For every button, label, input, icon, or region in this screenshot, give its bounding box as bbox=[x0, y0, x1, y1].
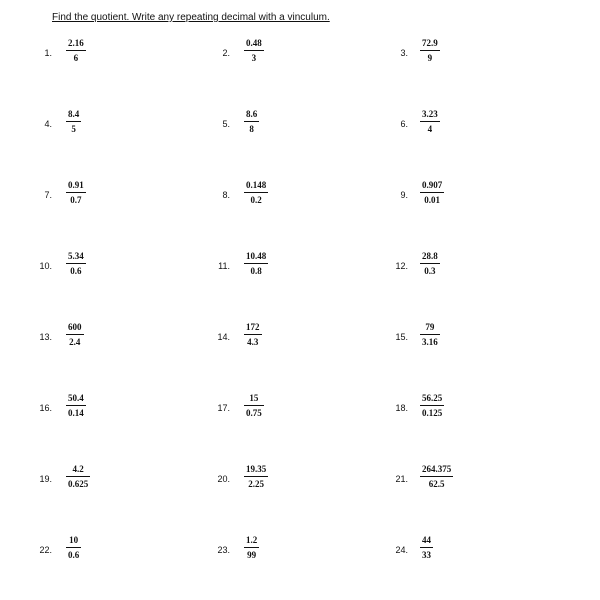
fraction-bar bbox=[420, 192, 444, 193]
problem-number: 23. bbox=[217, 545, 230, 555]
denominator: 0.125 bbox=[422, 408, 443, 418]
denominator: 2.25 bbox=[248, 479, 264, 489]
fraction bbox=[420, 535, 433, 561]
problem-number: 14. bbox=[217, 332, 230, 342]
problem-number: 5. bbox=[222, 119, 230, 129]
numerator: 44 bbox=[422, 535, 431, 545]
numerator: 10.48 bbox=[246, 251, 267, 261]
numerator: 4.2 bbox=[72, 464, 84, 474]
denominator: 0.3 bbox=[424, 266, 436, 276]
denominator: 0.6 bbox=[70, 266, 82, 276]
numerator: 50.4 bbox=[68, 393, 84, 403]
denominator: 8 bbox=[249, 124, 254, 134]
numerator: 1.2 bbox=[246, 535, 258, 545]
denominator: 3 bbox=[251, 53, 257, 63]
problem-number: 24. bbox=[395, 545, 408, 555]
problem-number: 4. bbox=[44, 119, 52, 129]
numerator: 172 bbox=[246, 322, 260, 332]
numerator: 2.16 bbox=[68, 38, 84, 48]
problem-number: 7. bbox=[44, 190, 52, 200]
fraction-bar bbox=[420, 334, 440, 335]
fraction bbox=[420, 251, 440, 277]
fraction-bar bbox=[420, 405, 444, 406]
numerator: 3.23 bbox=[422, 109, 438, 119]
denominator: 4 bbox=[427, 124, 433, 134]
problem-item bbox=[0, 251, 600, 291]
problem-number: 13. bbox=[39, 332, 52, 342]
problem-number: 6. bbox=[400, 119, 408, 129]
fraction-bar bbox=[420, 50, 440, 51]
numerator: 8.6 bbox=[246, 109, 258, 119]
numerator: 19.35 bbox=[246, 464, 267, 474]
problem-item bbox=[0, 535, 600, 575]
denominator: 62.5 bbox=[428, 479, 445, 489]
denominator: 2.4 bbox=[69, 337, 81, 347]
problem-item bbox=[0, 322, 600, 362]
denominator: 0.2 bbox=[250, 195, 262, 205]
problem-number: 22. bbox=[39, 545, 52, 555]
problem-number: 18. bbox=[395, 403, 408, 413]
numerator: 0.148 bbox=[246, 180, 267, 190]
denominator: 0.7 bbox=[70, 195, 82, 205]
fraction-bar bbox=[420, 263, 440, 264]
fraction bbox=[420, 180, 444, 206]
problem-number: 10. bbox=[39, 261, 52, 271]
problem-number: 8. bbox=[222, 190, 230, 200]
denominator: 3.16 bbox=[422, 337, 438, 347]
numerator: 600 bbox=[68, 322, 82, 332]
numerator: 10 bbox=[69, 535, 79, 545]
fraction bbox=[420, 109, 440, 135]
problem-number: 15. bbox=[395, 332, 408, 342]
denominator: 0.14 bbox=[68, 408, 84, 418]
numerator: 15 bbox=[249, 393, 259, 403]
fraction bbox=[420, 322, 440, 348]
problem-number: 2. bbox=[222, 48, 230, 58]
denominator: 99 bbox=[247, 550, 257, 560]
denominator: 33 bbox=[422, 550, 431, 560]
denominator: 5 bbox=[71, 124, 76, 134]
denominator: 0.8 bbox=[250, 266, 262, 276]
problem-item bbox=[0, 464, 600, 504]
fraction bbox=[420, 38, 440, 64]
problem-number: 11. bbox=[218, 261, 230, 271]
problem-item bbox=[0, 393, 600, 433]
problem-item bbox=[0, 180, 600, 220]
problem-number: 3. bbox=[400, 48, 408, 58]
numerator: 0.48 bbox=[246, 38, 262, 48]
numerator: 79 bbox=[425, 322, 435, 332]
problem-number: 1. bbox=[44, 48, 52, 58]
problem-number: 12. bbox=[395, 261, 408, 271]
fraction-bar bbox=[420, 547, 433, 548]
denominator: 0.625 bbox=[68, 479, 89, 489]
fraction-bar bbox=[420, 121, 440, 122]
problem-number: 17. bbox=[217, 403, 230, 413]
fraction-bar bbox=[420, 476, 453, 477]
problem-number: 21. bbox=[395, 474, 408, 484]
numerator: 72.9 bbox=[422, 38, 438, 48]
fraction bbox=[420, 393, 444, 419]
numerator: 0.907 bbox=[422, 180, 443, 190]
denominator: 0.75 bbox=[246, 408, 262, 418]
problem-item bbox=[0, 109, 600, 149]
denominator: 9 bbox=[427, 53, 433, 63]
instructions: Find the quotient. Write any repeating decimal with a vinculum. bbox=[52, 12, 330, 23]
denominator: 4.3 bbox=[247, 337, 259, 347]
denominator: 0.6 bbox=[68, 550, 80, 560]
numerator: 56.25 bbox=[422, 393, 443, 403]
problem-number: 19. bbox=[39, 474, 52, 484]
denominator: 0.01 bbox=[424, 195, 440, 205]
numerator: 28.8 bbox=[422, 251, 438, 261]
fraction bbox=[420, 464, 453, 490]
numerator: 0.91 bbox=[68, 180, 84, 190]
problem-item bbox=[0, 38, 600, 78]
problem-number: 9. bbox=[400, 190, 408, 200]
numerator: 8.4 bbox=[68, 109, 80, 119]
denominator: 6 bbox=[73, 53, 79, 63]
numerator: 5.34 bbox=[68, 251, 84, 261]
numerator: 264.375 bbox=[422, 464, 452, 474]
problem-number: 16. bbox=[39, 403, 52, 413]
problem-number: 20. bbox=[217, 474, 230, 484]
